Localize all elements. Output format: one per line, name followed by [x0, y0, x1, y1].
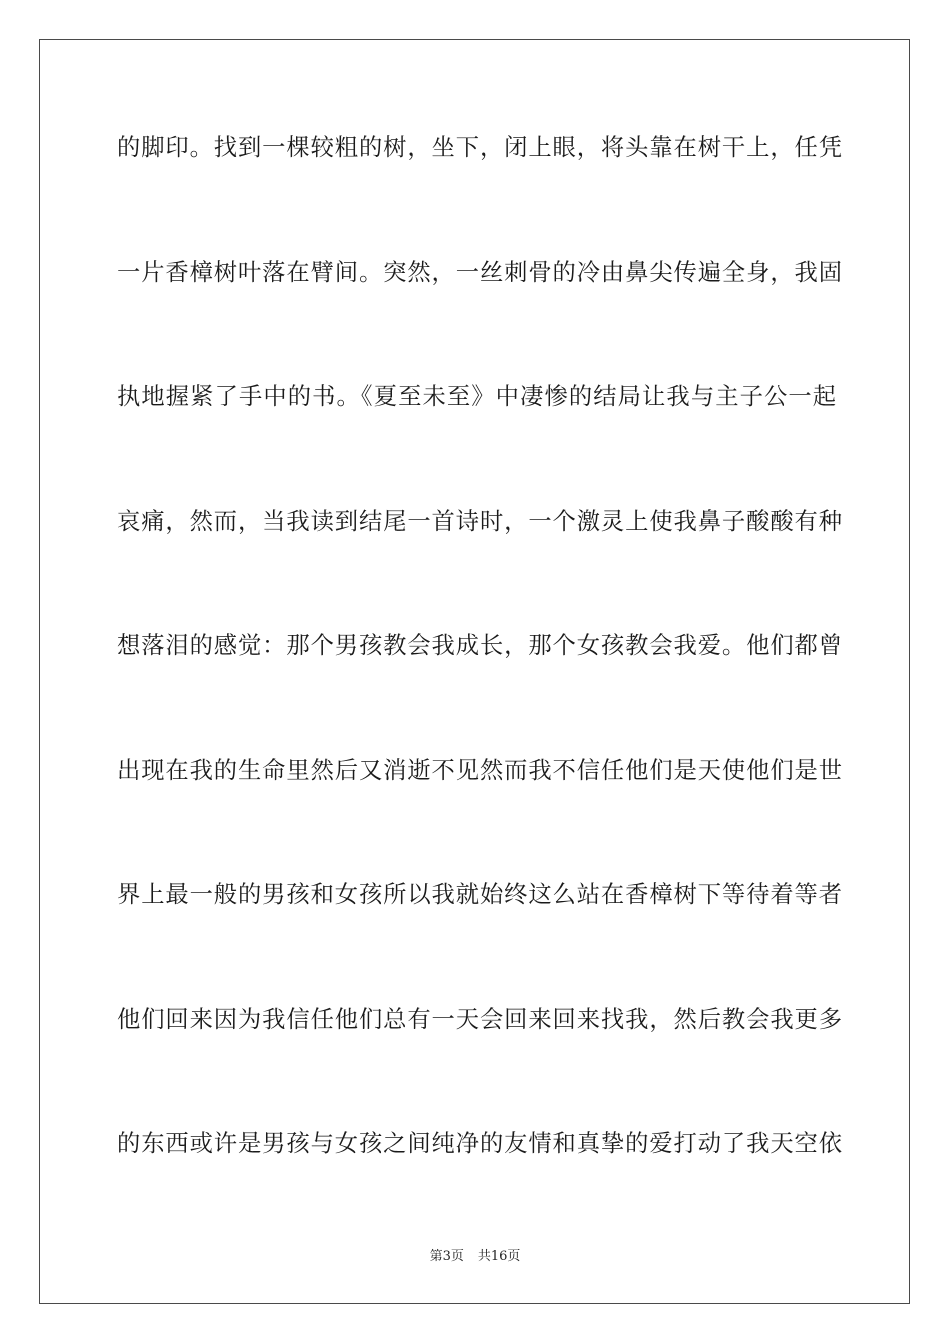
- body-text-line-2: 一片香樟树叶落在臂间。突然，一丝刺骨的冷由鼻尖传遍全身，我固: [117, 259, 843, 286]
- body-text-line-5: 想落泪的感觉：那个男孩教会我成长，那个女孩教会我爱。他们都曾: [117, 632, 843, 659]
- body-text-line-4: 哀痛，然而，当我读到结尾一首诗时，一个激灵上使我鼻子酸酸有种: [117, 508, 843, 535]
- body-text-line-3: 执地握紧了手中的书。《夏至未至》中凄惨的结局让我与主子公一起: [117, 383, 837, 410]
- page-border: [39, 39, 910, 1304]
- page-total: 共16页: [477, 1249, 521, 1264]
- body-text-line-1: 的脚印。找到一棵较粗的树，坐下，闭上眼，将头靠在树干上，任凭: [117, 134, 843, 161]
- body-text-line-6: 出现在我的生命里然后又消逝不见然而我不信任他们是天使他们是世: [117, 757, 843, 784]
- body-text-line-8: 他们回来因为我信任他们总有一天会回来回来找我，然后教会我更多: [117, 1006, 843, 1033]
- body-text-line-9: 的东西或许是男孩与女孩之间纯净的友情和真挚的爱打动了我天空依: [117, 1130, 843, 1157]
- body-text-line-7: 界上最一般的男孩和女孩所以我就始终这么站在香樟树下等待着等者: [117, 881, 843, 908]
- page-number: 第3页: [429, 1249, 464, 1264]
- page-footer: [0, 1248, 950, 1266]
